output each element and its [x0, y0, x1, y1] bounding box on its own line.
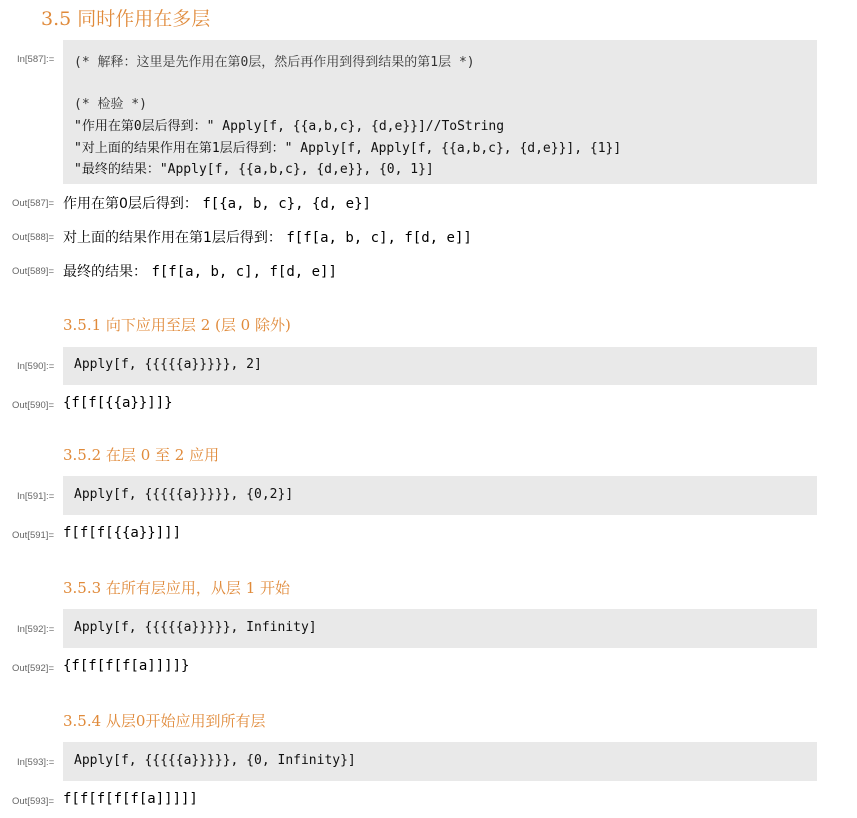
- output-label: Out[592]=: [12, 663, 54, 674]
- code-comment: (* 检验 *): [74, 97, 147, 112]
- section-title: 3.5 同时作用在多层: [41, 8, 211, 30]
- subsection-title: 3.5.2 在层 0 至 2 应用: [63, 446, 220, 464]
- input-label: In[590]:=: [17, 361, 55, 372]
- output-row: [63, 261, 337, 281]
- output-label: Out[589]=: [12, 266, 54, 277]
- output-expression: {f[f[{{a}}]]}: [63, 395, 173, 411]
- output-expression: f[f[f[f[f[a]]]]]: [63, 791, 198, 807]
- output-row: [63, 227, 472, 247]
- output-expression: f[f[a, b, c], f[d, e]]: [286, 230, 472, 246]
- output-expression: {f[f[f[f[a]]]]}: [63, 658, 190, 674]
- input-cell[interactable]: [63, 609, 817, 648]
- code-comment: (* 解释：这里是先作用在第0层，然后再作用到得到结果的第1层 *): [74, 55, 475, 70]
- code-line: "作用在第0层后得到：" Apply[f, {{a,b,c}, {d,e}}]//ToString: [74, 119, 505, 134]
- output-label: Out[590]=: [12, 400, 54, 411]
- code-line: Apply[f, {{{{{a}}}}}, 2]: [74, 357, 262, 372]
- output-label: Out[591]=: [12, 530, 54, 541]
- output-expression: f[{a, b, c}, {d, e}]: [202, 196, 371, 212]
- output-text: 作用在第0层后得到：: [63, 196, 198, 212]
- input-cell[interactable]: [63, 40, 817, 184]
- output-expression: f[f[a, b, c], f[d, e]]: [151, 264, 337, 280]
- subsection-title: 3.5.4 从层0开始应用到所有层: [63, 712, 266, 730]
- code-line: "对上面的结果作用在第1层后得到：" Apply[f, Apply[f, {{a,b,c}, {d,e}}], {1}]: [74, 141, 622, 156]
- code-line: "最终的结果："Apply[f, {{a,b,c}, {d,e}}, {0, 1}]: [74, 162, 434, 177]
- input-label: In[591]:=: [17, 491, 55, 502]
- output-text: 最终的结果：: [63, 264, 147, 280]
- input-cell[interactable]: [63, 476, 817, 515]
- input-label: In[592]:=: [17, 624, 55, 635]
- output-text: 对上面的结果作用在第1层后得到：: [63, 230, 282, 246]
- input-label: In[587]:=: [17, 54, 55, 65]
- output-row: [63, 193, 371, 213]
- code-line: Apply[f, {{{{{a}}}}}, {0, Infinity}]: [74, 753, 356, 768]
- input-cell[interactable]: [63, 742, 817, 781]
- code-line: Apply[f, {{{{{a}}}}}, Infinity]: [74, 620, 317, 635]
- output-label: Out[588]=: [12, 232, 54, 243]
- subsection-title: 3.5.3 在所有层应用，从层 1 开始: [63, 579, 291, 597]
- input-label: In[593]:=: [17, 757, 55, 768]
- output-expression: f[f[f[{{a}}]]]: [63, 525, 182, 541]
- output-label: Out[587]=: [12, 198, 54, 209]
- code-line: Apply[f, {{{{{a}}}}}, {0,2}]: [74, 487, 294, 502]
- output-label: Out[593]=: [12, 796, 54, 807]
- subsection-title: 3.5.1 向下应用至层 2 (层 0 除外): [63, 316, 291, 334]
- input-cell[interactable]: [63, 347, 817, 385]
